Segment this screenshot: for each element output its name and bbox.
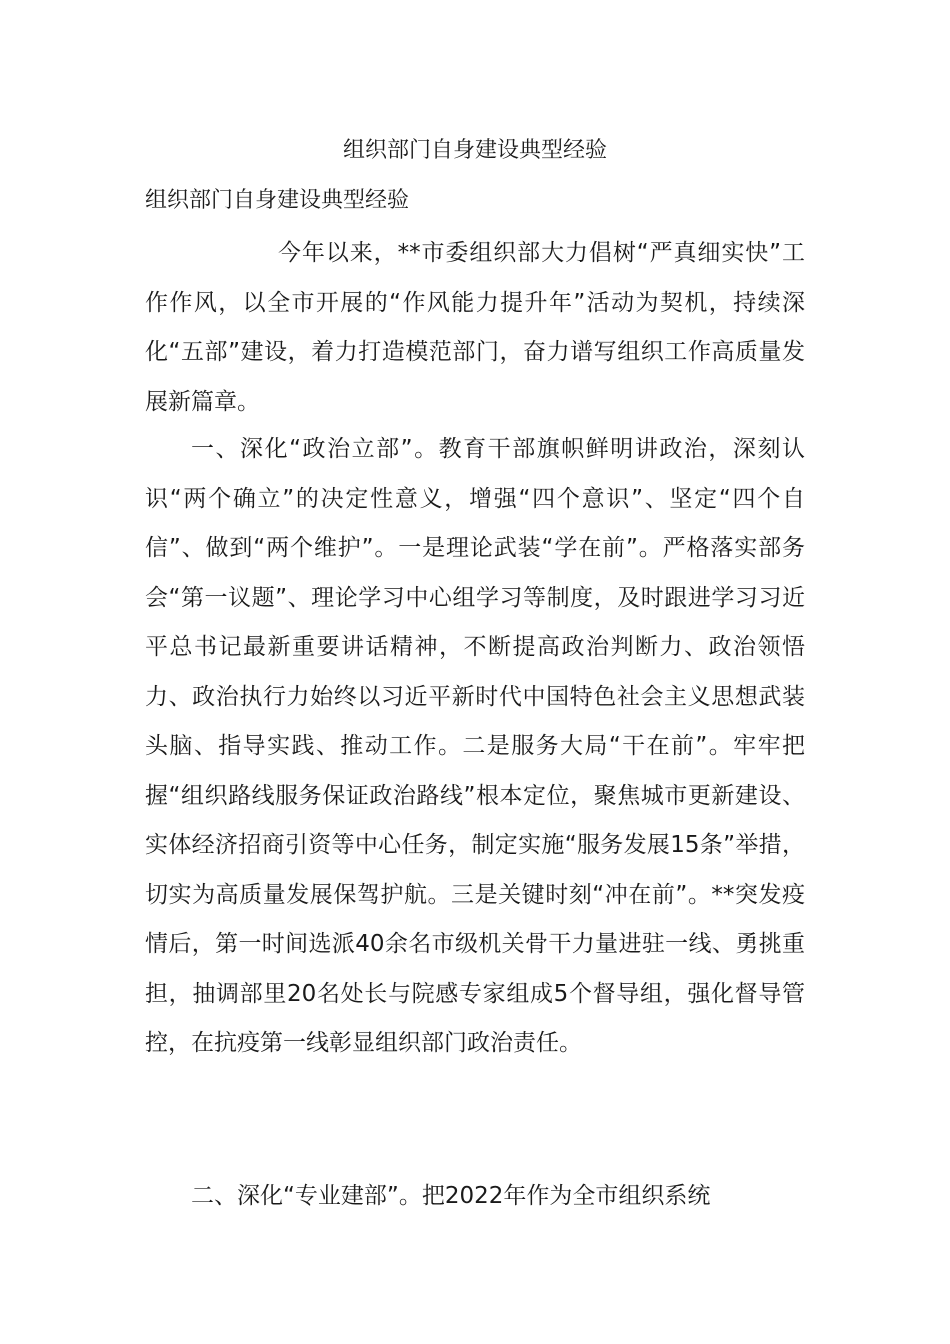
paragraph-intro: 今年以来，**市委组织部大力倡树“严真细实快”工作作风，以全市开展的“作风能力提升年”活动为契机，持续深化“五部”建设，着力打造模范部门，奋力谱写组织工作高质量发展新篇章。	[145, 240, 805, 415]
document-subtitle: 组织部门自身建设典型经验	[145, 188, 410, 213]
paragraph-section-one: 一、深化“政治立部”。教育干部旗帜鲜明讲政治，深刻认识“两个确立”的决定性意义，增强“四个意识”、坚定“四个自信”、做到“两个维护”。一是理论武装“学在前”。严格落实部务会“第一议题”、理论学习中心组学习等制度，及时跟进学习习近平总书记最新重要讲话精神，不断提高政治判断力、政治领悟力、政治执行力始终以习近平新时代中国特色社会主义思想武装头脑、指导实践、推动工作。二是服务大局“干在前”。牢牢把握“组织路线服务保证政治路线”根本定位，聚焦城市更新建设、实体经济招商引资等中心任务，制定实施“服务发展15条”举措，切实为高质量发展保驾护航。三是关键时刻“冲在前”。**突发疫情后，第一时间选派40余名市级机关骨干力量进驻一线、勇挑重担，抽调部里20名处长与院感专家组成5个督导组，强化督导管控，在抗疫第一线彰显组织部门政治责任。	[145, 436, 805, 1056]
document-title: 组织部门自身建设典型经验	[342, 138, 607, 163]
paragraph-section-two: 二、深化“专业建部”。把2022年作为全市组织系统	[191, 1183, 711, 1209]
